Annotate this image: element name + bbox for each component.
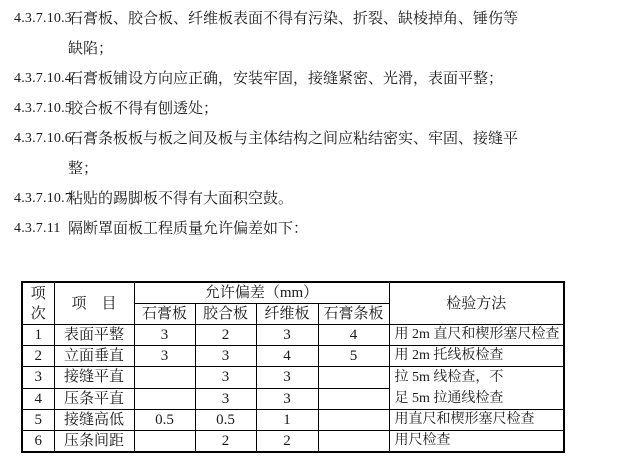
header-item-no (22, 282, 54, 325)
clause-4-3-7-10-7 (0, 184, 619, 214)
cell-value: 4 (256, 346, 318, 367)
clause-4-3-7-10-6 (0, 124, 619, 184)
cell-value: 3 (256, 388, 318, 410)
clause-text-line: 整； (68, 161, 99, 177)
cell-item: 压条平直 (54, 388, 134, 410)
header-material-fiberboard: 纤维板 (256, 304, 318, 325)
clause-4-3-7-10-5 (0, 94, 619, 124)
clause-text-line: 缺陷； (68, 41, 114, 57)
cell-value (134, 388, 195, 410)
cell-value (318, 367, 389, 389)
cell-value: 1 (256, 410, 318, 431)
cell-method: 用 2m 托线板检查 (389, 346, 564, 367)
table-row (22, 346, 564, 367)
header-material-gypsum-strip: 石膏条板 (318, 304, 389, 325)
cell-row-no: 4 (22, 388, 54, 410)
header-method: 检验方法 (389, 282, 564, 325)
deviation-table (21, 281, 565, 453)
header-item-no-line: 次 (30, 305, 46, 322)
cell-value: 3 (134, 325, 195, 346)
cell-value: 3 (195, 388, 256, 410)
cell-row-no: 3 (22, 367, 54, 389)
header-deviation: 允许偏差（mm） (134, 282, 389, 304)
table-row (22, 431, 564, 453)
table-row (22, 410, 564, 431)
cell-method: 用 2m 直尺和楔形塞尺检查 (389, 325, 564, 346)
header-material-gypsum-board: 石膏板 (134, 304, 195, 325)
cell-item: 立面垂直 (54, 346, 134, 367)
clause-number: 4.3.7.10.3 (14, 11, 72, 26)
cell-value: 3 (195, 367, 256, 389)
cell-value: 3 (256, 367, 318, 389)
cell-value: 2 (195, 325, 256, 346)
table-row (22, 367, 564, 389)
clause-4-3-7-11 (0, 214, 619, 244)
cell-value: 3 (256, 325, 318, 346)
cell-row-no: 5 (22, 410, 54, 431)
cell-value (318, 388, 389, 410)
cell-value: 3 (195, 346, 256, 367)
cell-value (318, 431, 389, 453)
cell-value (134, 367, 195, 389)
cell-value: 0.5 (195, 410, 256, 431)
cell-row-no: 1 (22, 325, 54, 346)
cell-method-merged (389, 367, 564, 410)
cell-value: 2 (195, 431, 256, 453)
cell-item: 接缝高低 (54, 410, 134, 431)
cell-item: 接缝平直 (54, 367, 134, 389)
cell-value: 4 (318, 325, 389, 346)
clause-4-3-7-10-4 (0, 64, 619, 94)
clause-number: 4.3.7.10.7 (14, 191, 72, 206)
table-row (22, 325, 564, 346)
header-item: 项 目 (54, 282, 134, 325)
cell-row-no: 6 (22, 431, 54, 453)
cell-value: 3 (134, 346, 195, 367)
cell-value: 5 (318, 346, 389, 367)
clause-number: 4.3.7.10.6 (14, 131, 72, 146)
clause-number: 4.3.7.11 (14, 221, 61, 236)
cell-value: 0.5 (134, 410, 195, 431)
method-line: 拉 5m 线检查，不 (394, 370, 504, 385)
header-item-no-line: 项 (30, 285, 46, 302)
cell-value (318, 410, 389, 431)
clause-number: 4.3.7.10.5 (14, 101, 72, 116)
clause-number: 4.3.7.10.4 (14, 71, 72, 86)
cell-item: 表面平整 (54, 325, 134, 346)
clause-text-line: 石膏条板板与板之间及板与主体结构之间应粘结密实、牢固、接缝平 (68, 131, 519, 147)
method-line: 足 5m 拉通线检查 (394, 391, 504, 406)
cell-item: 压条间距 (54, 431, 134, 453)
cell-row-no: 2 (22, 346, 54, 367)
clause-text-line: 石膏板铺设方向应正确，安装牢固，接缝紧密、光滑，表面平整； (68, 71, 504, 87)
cell-value: 2 (256, 431, 318, 453)
cell-value (134, 431, 195, 453)
clause-text-line: 胶合板不得有刨透处； (68, 101, 219, 117)
clause-text-line: 粘贴的踢脚板不得有大面积空鼓。 (68, 191, 294, 207)
cell-method: 用直尺和楔形塞尺检查 (389, 410, 564, 431)
table-header-row-1 (22, 282, 564, 304)
clause-text-line: 隔断罩面板工程质量允许偏差如下： (68, 221, 309, 237)
cell-method: 用尺检查 (389, 431, 564, 453)
clause-text-line: 石膏板、胶合板、纤维板表面不得有污染、折裂、缺棱掉角、锤伤等 (68, 11, 519, 27)
header-material-plywood: 胶合板 (195, 304, 256, 325)
clause-4-3-7-10-3 (0, 4, 619, 64)
